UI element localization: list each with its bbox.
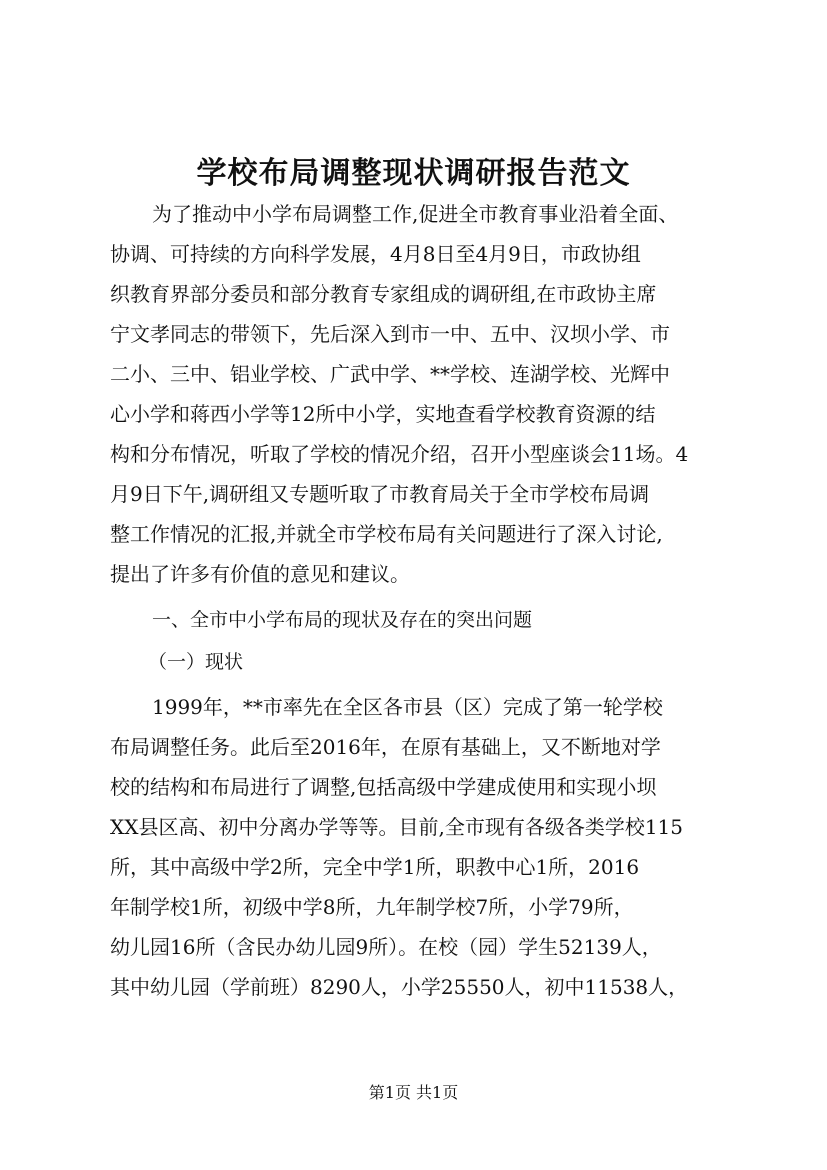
paragraph-line: 年制学校1所，初级中学8所，九年制学校7所，小学79所， <box>110 895 634 919</box>
paragraph-line: 幼儿园16所（含民办幼儿园9所）。在校（园）学生52139人， <box>110 935 662 959</box>
document-title: 学校布局调整现状调研报告范文 <box>196 156 631 191</box>
section-heading: 一、全市中小学布局的现状及存在的突出问题 <box>152 609 533 631</box>
paragraph-line: 其中幼儿园（学前班）8290人，小学25550人，初中11538人， <box>110 975 689 999</box>
paragraph-line: 所，其中高级中学2所，完全中学1所，职教中心1所，2016 <box>110 855 640 879</box>
paragraph-line: 织教育界部分委员和部分教育专家组成的调研组,在市政协主席 <box>110 282 657 306</box>
subsection-heading: （一）现状 <box>148 651 244 673</box>
page-number: 第1页 共1页 <box>368 1083 459 1102</box>
paragraph-line: 布局调整任务。此后至2016年，在原有基础上，又不断地对学 <box>110 735 661 759</box>
paragraph-line: 校的结构和布局进行了调整,包括高级中学建成使用和实现小坝 <box>110 775 657 799</box>
paragraph-line: 心小学和蒋西小学等12所中小学，实地查看学校教育资源的结 <box>110 402 656 426</box>
paragraph-line: 宁文孝同志的带领下，先后深入到市一中、五中、汉坝小学、市 <box>110 322 670 346</box>
paragraph-line: 整工作情况的汇报,并就全市学校布局有关问题进行了深入讨论, <box>110 522 663 546</box>
paragraph-line: 1999年，**市率先在全区各市县（区）完成了第一轮学校 <box>152 695 663 719</box>
paragraph-line: 月9日下午,调研组又专题听取了市教育局关于全市学校布局调 <box>110 482 650 506</box>
paragraph-line: 构和分布情况，听取了学校的情况介绍，召开小型座谈会11场。4 <box>110 442 689 466</box>
paragraph-line: XX县区高、初中分离办学等等。目前,全市现有各级各类学校115 <box>110 815 684 839</box>
paragraph-line: 二小、三中、铝业学校、广武中学、**学校、连湖学校、光辉中 <box>110 362 670 386</box>
paragraph-line: 为了推动中小学布局调整工作,促进全市教育事业沿着全面、 <box>152 202 679 226</box>
paragraph-line: 提出了许多有价值的意见和建议。 <box>110 562 410 586</box>
paragraph-line: 协调、可持续的方向科学发展，4月8日至4月9日，市政协组 <box>110 242 641 266</box>
